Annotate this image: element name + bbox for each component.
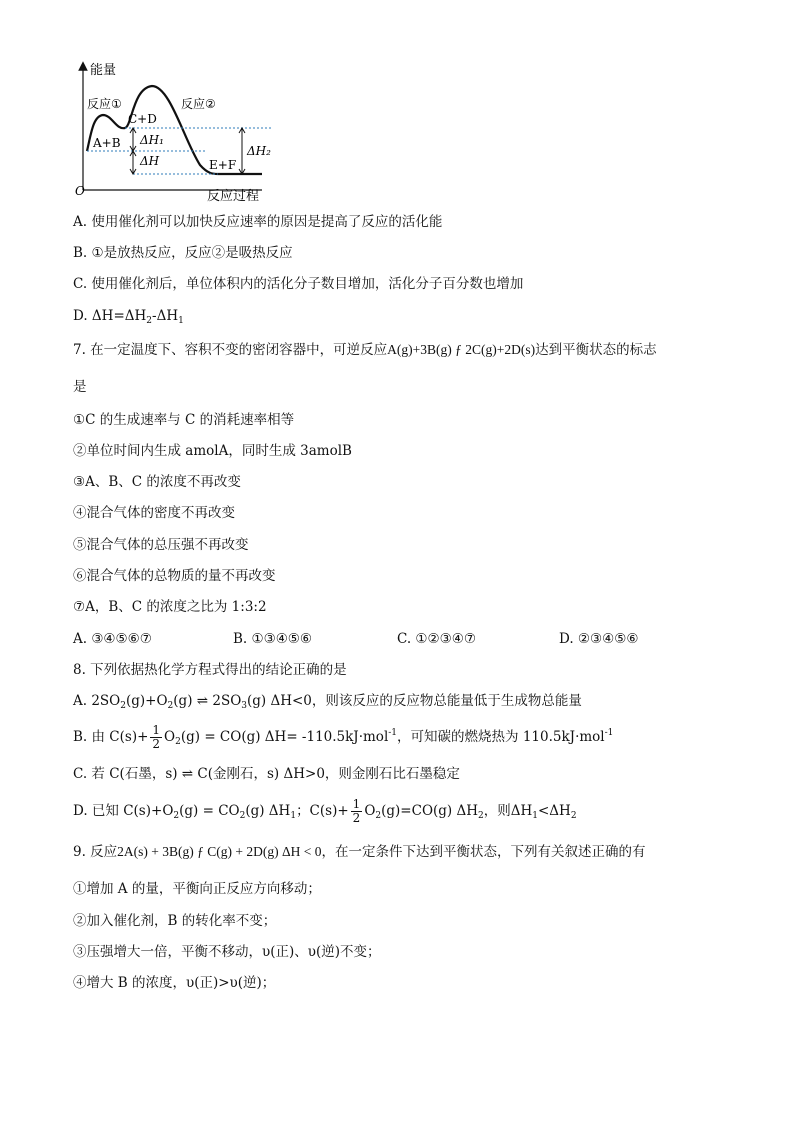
q6-option-c: C. 使用催化剂后，单位体积内的活化分子数目增加，活化分子百分数也增加 — [73, 276, 524, 292]
q7-option-c: C. ①②③④⑦ — [397, 631, 476, 647]
q7-options — [73, 630, 733, 648]
reaction2-label: 反应② — [181, 97, 216, 111]
q6-option-a: A. 使用催化剂可以加快反应速率的原因是提高了反应的活化能 — [73, 214, 443, 230]
q7-stem: 7. 在一定温度下、容积不变的密闭容器中，可逆反应A(g)+3B(g) ƒ 2C(g)+2D(s)达到平衡状态的标志 — [73, 342, 657, 358]
q7-item-3: ③A、B、C 的浓度不再改变 — [73, 474, 241, 490]
q9-stem: 9. 反应2A(s) + 3B(g) ƒ C(g) + 2D(g) ΔH < 0，在一定条件下达到平衡状态，下列有关叙述正确的有 — [73, 844, 646, 860]
q6-option-b: B. ①是放热反应，反应②是吸热反应 — [73, 245, 293, 261]
q7-item-6: ⑥混合气体的总物质的量不再改变 — [73, 568, 276, 584]
q9-item-4: ④增大 B 的浓度，υ(正)>υ(逆)； — [73, 975, 276, 991]
fraction-one-half: $\frac{1}{2}$ — [352, 797, 361, 825]
ef-label: E+F — [209, 158, 237, 172]
q7-item-7: ⑦A，B、C 的浓度之比为 1:3:2 — [73, 599, 267, 615]
q8-option-d: D. 已知 $C(s)+O_2(g) = CO_2(g)$ $\Delta H_1$；C(s)+ $\frac{1}{2}$ $O_2(g)=CO(g)$ $\Delta H_2$，则$\Delta H_1<\Delta H_2$ — [73, 797, 577, 825]
q7-item-4: ④混合气体的密度不再改变 — [73, 505, 235, 521]
cd-label: C+D — [128, 112, 157, 126]
ab-label: A+B — [93, 136, 121, 150]
q7-option-a: A. ③④⑤⑥⑦ — [73, 631, 152, 647]
dh2-label: ΔH₂ — [247, 144, 271, 158]
q7-option-d: D. ②③④⑤⑥ — [559, 631, 639, 647]
energy-diagram — [70, 58, 290, 210]
q7-item-5: ⑤混合气体的总压强不再改变 — [73, 537, 249, 553]
q8-option-a: A. $2SO_2(g)+O_2(g)$ ⇌ $2SO_3(g)$ ΔH<0，则该反应的反应物总能量低于生成物总能量 — [73, 693, 582, 711]
q6-option-d: D. $\Delta H=\Delta H_2-\Delta H_1$ — [73, 308, 184, 326]
q9-item-3: ③压强增大一倍，平衡不移动，υ(正)、υ(逆)不变； — [73, 944, 381, 960]
reaction1-label: 反应① — [87, 97, 122, 111]
dh1-label: ΔH₁ — [140, 133, 164, 147]
q8-option-c: C. 若 C(石墨，s) ⇌ C(金刚石，s) ΔH>0，则金刚石比石墨稳定 — [73, 766, 460, 782]
y-axis-label: 能量 — [90, 63, 117, 78]
q7-item-2: ②单位时间内生成 amolA，同时生成 3amolB — [73, 443, 352, 459]
q7-option-b: B. ①③④⑤⑥ — [233, 631, 313, 647]
q9-equation: 2A(s) + 3B(g) ƒ C(g) + 2D(g) ΔH < 0 — [117, 844, 322, 859]
q7-stem-line2: 是 — [73, 379, 87, 395]
origin-label: O — [75, 184, 85, 198]
q8-option-b: B. 由 C(s)+ $\frac{1}{2}$ $O_2(g) = CO(g)$ ΔH= -110.5kJ·mol$^{-1}$，可知碳的燃烧热为 110.5kJ·mol$^{-1}$ — [73, 723, 614, 751]
q7-item-1: ①C 的生成速率与 C 的消耗速率相等 — [73, 412, 295, 428]
fraction-one-half: $\frac{1}{2}$ — [152, 723, 161, 751]
q9-item-1: ①增加 A 的量，平衡向正反应方向移动； — [73, 881, 321, 897]
q9-item-2: ②加入催化剂，B 的转化率不变； — [73, 913, 277, 929]
q7-equation: A(g)+3B(g) ƒ 2C(g)+2D(s) — [387, 342, 536, 357]
q8-stem: 8. 下列依据热化学方程式得出的结论正确的是 — [73, 662, 347, 678]
x-axis-label: 反应过程 — [207, 189, 260, 204]
dh-label: ΔH — [140, 154, 160, 168]
